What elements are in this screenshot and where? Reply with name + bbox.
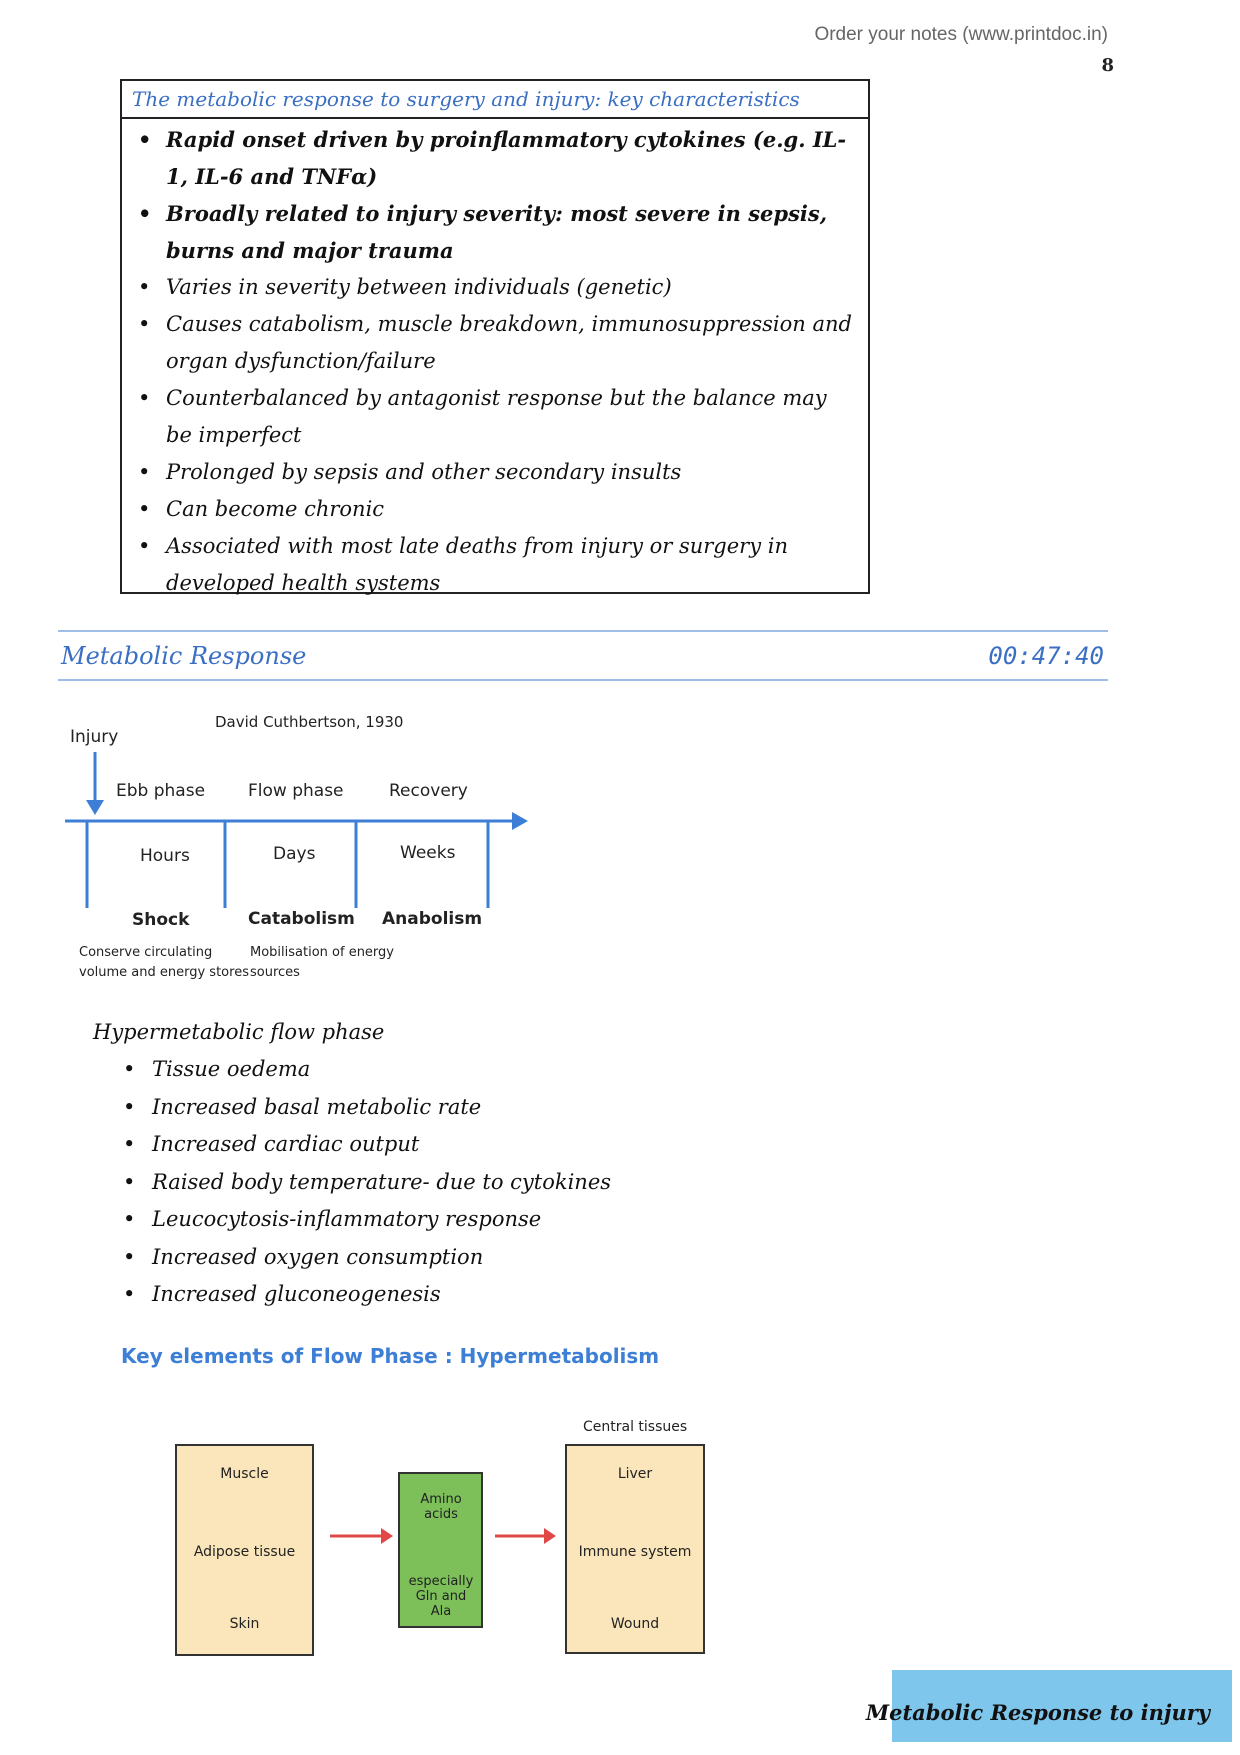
key-characteristics-title: The metabolic response to surgery and injury: key characteristics bbox=[122, 81, 868, 119]
list-item: • Leucocytosis-inflammatory response bbox=[152, 1201, 611, 1239]
ebb-note-line-1: Conserve circulating bbox=[79, 945, 213, 960]
list-item: • Increased gluconeogenesis bbox=[152, 1276, 611, 1314]
hypermetabolic-title: Hypermetabolic flow phase bbox=[93, 1020, 385, 1044]
list-item: • Broadly related to injury severity: most severe in sepsis, burns and major trauma bbox=[166, 195, 856, 269]
hypermetabolic-list bbox=[152, 1051, 611, 1314]
list-item: • Prolonged by sepsis and other secondary insults bbox=[166, 454, 856, 491]
list-item: • Varies in severity between individuals (genetic) bbox=[166, 269, 856, 306]
phase-recovery: Recovery bbox=[389, 781, 468, 801]
page-number: 8 bbox=[1101, 55, 1114, 76]
timeline-arrow-head bbox=[512, 812, 528, 830]
list-item: • Can become chronic bbox=[166, 491, 856, 528]
target-wound: Wound bbox=[610, 1616, 660, 1632]
ebb-note-line-2: volume and energy stores bbox=[79, 965, 249, 980]
state-shock: Shock bbox=[132, 910, 190, 930]
section-rule-top bbox=[58, 630, 1108, 632]
section-title: Metabolic Response bbox=[61, 642, 307, 670]
source-tissues-box bbox=[175, 1444, 314, 1656]
key-characteristics-box bbox=[120, 79, 870, 594]
flow-note-line-1: Mobilisation of energy bbox=[250, 945, 394, 960]
injury-label: Injury bbox=[70, 727, 119, 747]
amino-acids-label: Amino acids bbox=[420, 1492, 462, 1522]
gln-ala-label: especially Gln and Ala bbox=[408, 1574, 474, 1619]
header-link: Order your notes (www.printdoc.in) bbox=[814, 24, 1108, 45]
phase-flow: Flow phase bbox=[248, 781, 344, 801]
state-catabolism: Catabolism bbox=[248, 909, 355, 929]
arrow-head bbox=[381, 1528, 393, 1544]
list-item: • Rapid onset driven by proinflammatory cytokines (e.g. IL-1, IL-6 and TNFα) bbox=[166, 121, 856, 195]
list-item: • Associated with most late deaths from injury or surgery in developed health systems bbox=[166, 528, 856, 602]
duration-days: Days bbox=[273, 844, 316, 864]
list-item: • Increased basal metabolic rate bbox=[152, 1089, 611, 1127]
arrow-head bbox=[544, 1528, 556, 1544]
key-characteristics-list bbox=[122, 121, 856, 602]
list-item: • Increased oxygen consumption bbox=[152, 1239, 611, 1277]
list-item: • Increased cardiac output bbox=[152, 1126, 611, 1164]
phase-ebb: Ebb phase bbox=[116, 781, 206, 801]
flow-phase-heading: Key elements of Flow Phase : Hypermetabolism bbox=[121, 1344, 660, 1368]
list-item: • Causes catabolism, muscle breakdown, immunosuppression and organ dysfunction/failure bbox=[166, 306, 856, 380]
source-muscle: Muscle bbox=[220, 1466, 269, 1482]
list-item: • Tissue oedema bbox=[152, 1051, 611, 1089]
injury-arrow-head bbox=[86, 800, 104, 815]
duration-weeks: Weeks bbox=[400, 843, 456, 863]
section-rule-bottom bbox=[58, 679, 1108, 681]
source-skin: Skin bbox=[229, 1616, 260, 1632]
section-timestamp: 00:47:40 bbox=[988, 642, 1104, 670]
target-liver: Liver bbox=[617, 1466, 653, 1482]
central-tissues-label: Central tissues bbox=[583, 1419, 688, 1435]
phase-diagram-lines bbox=[50, 740, 540, 920]
target-immune: Immune system bbox=[578, 1544, 692, 1560]
footer-label: Metabolic Response to injury bbox=[865, 1700, 1210, 1725]
flow-note-line-2: sources bbox=[250, 965, 300, 980]
diagram-citation: David Cuthbertson, 1930 bbox=[215, 713, 404, 731]
amino-acids-box bbox=[398, 1472, 483, 1628]
duration-hours: Hours bbox=[140, 846, 190, 866]
central-tissues-box bbox=[565, 1444, 705, 1654]
source-adipose: Adipose tissue bbox=[193, 1544, 296, 1560]
list-item: • Counterbalanced by antagonist response but the balance may be imperfect bbox=[166, 380, 856, 454]
list-item: • Raised body temperature- due to cytokines bbox=[152, 1164, 611, 1202]
state-anabolism: Anabolism bbox=[382, 909, 483, 929]
